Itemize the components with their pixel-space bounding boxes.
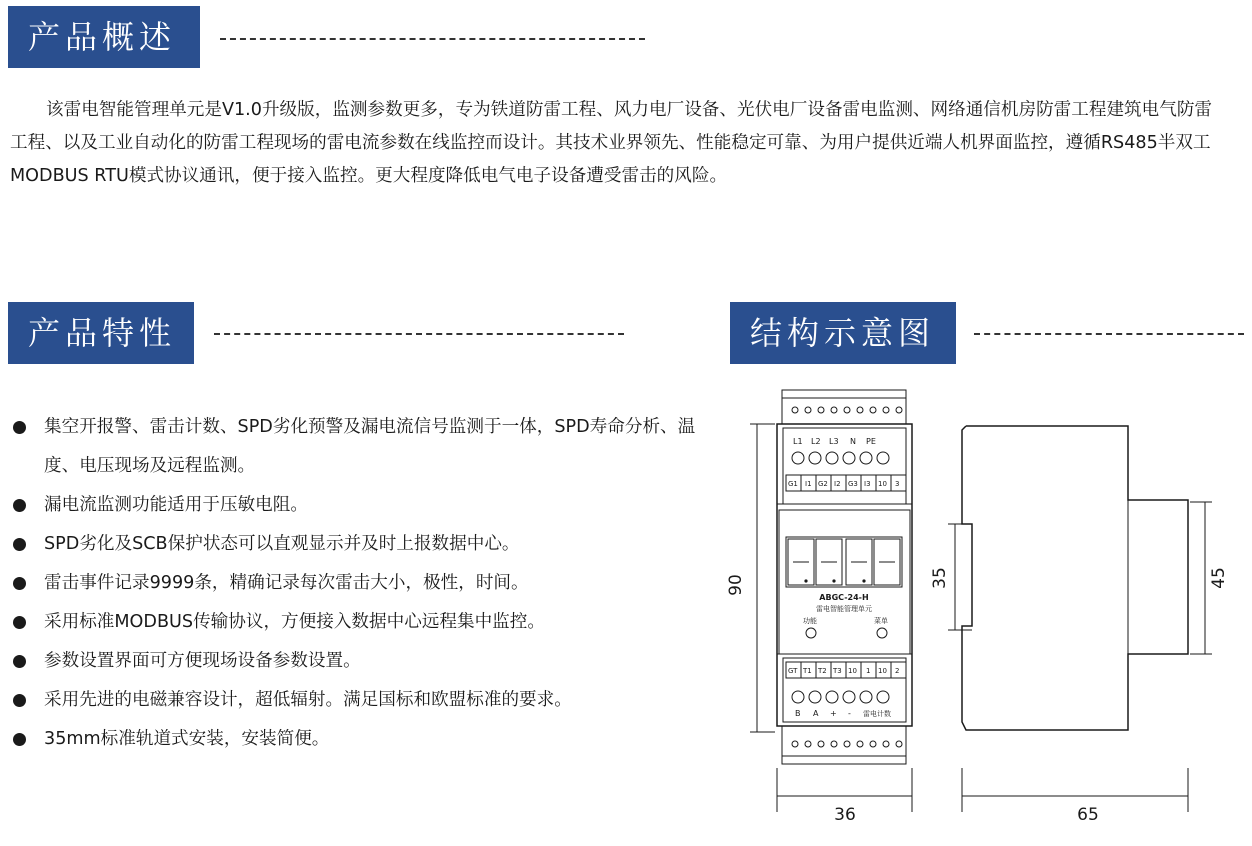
dimension-label: 45 <box>1209 567 1229 589</box>
feature-item: 采用先进的电磁兼容设计，超低辐射。满足国标和欧盟标准的要求。 <box>10 681 710 720</box>
terminal-label: G3 <box>848 480 858 488</box>
model-label: ABGC-24-H <box>819 593 869 602</box>
terminal-label: 雷电计数 <box>863 710 891 718</box>
terminal-label: 10 <box>878 480 887 488</box>
terminal-label: - <box>848 709 851 718</box>
section-title-features: 产品特性 <box>8 302 194 364</box>
feature-item: 漏电流监测功能适用于压敏电阻。 <box>10 486 710 525</box>
terminal-label: L3 <box>829 437 839 446</box>
terminal-label: T1 <box>803 667 812 675</box>
dimension-label: 65 <box>1077 805 1099 825</box>
terminal-label: G1 <box>788 480 798 488</box>
terminal-label: N <box>850 437 856 446</box>
menu-label: 菜单 <box>874 617 888 625</box>
feature-item: 采用标准MODBUS传输协议，方便接入数据中心远程集中监控。 <box>10 603 710 642</box>
terminal-label: + <box>830 709 837 718</box>
terminal-label: G2 <box>818 480 828 488</box>
terminal-label: GT <box>788 667 798 675</box>
feature-item: 雷击事件记录9999条，精确记录每次雷击大小，极性，时间。 <box>10 564 710 603</box>
terminal-label: 10 <box>878 667 887 675</box>
dimension-label: 36 <box>834 805 856 825</box>
section-title-structure: 结构示意图 <box>730 302 956 364</box>
terminal-label: T2 <box>818 667 827 675</box>
terminal-label: 3 <box>895 480 900 488</box>
terminal-label: B <box>795 709 801 718</box>
terminal-label: 1 <box>866 667 871 675</box>
feature-item: 参数设置界面可方便现场设备参数设置。 <box>10 642 710 681</box>
terminal-label: I3 <box>864 480 871 488</box>
dimension-label: 90 <box>726 574 746 596</box>
func-label: 功能 <box>803 617 817 625</box>
terminal-label: A <box>813 709 819 718</box>
feature-item: SPD劣化及SCB保护状态可以直观显示并及时上报数据中心。 <box>10 525 710 564</box>
overview-text: 该雷电智能管理单元是V1.0升级版，监测参数更多，专为铁道防雷工程、风力电厂设备、光伏电厂设备雷电监测、网络通信机房防雷工程建筑电气防雷工程、以及工业自动化的防雷工程现场的雷电流参数在线监控而设计。其技术业界领先、性能稳定可靠、为用户提供近端人机界面监控，遵循RS485半双工MODBUS RTU模式协议通讯，便于接入监控。更大程度降低电气电子设备遭受雷击的风险。 <box>10 100 1213 186</box>
terminal-label: 2 <box>895 667 900 675</box>
terminal-label: L1 <box>793 437 803 446</box>
terminal-label: 10 <box>848 667 857 675</box>
feature-item: 35mm标准轨道式安装，安装简便。 <box>10 720 710 759</box>
terminal-label: PE <box>866 437 876 446</box>
terminal-label: I2 <box>834 480 841 488</box>
terminal-label: T3 <box>833 667 842 675</box>
terminal-label: L2 <box>811 437 821 446</box>
section-title-overview: 产品概述 <box>8 6 200 68</box>
dimension-label: 35 <box>930 567 950 589</box>
terminal-label: I1 <box>805 480 812 488</box>
product-name-label: 雷电智能管理单元 <box>816 605 872 613</box>
feature-item: 集空开报警、雷击计数、SPD劣化预警及漏电流信号监测于一体，SPD寿命分析、温度、电压现场及远程监测。 <box>10 408 710 486</box>
